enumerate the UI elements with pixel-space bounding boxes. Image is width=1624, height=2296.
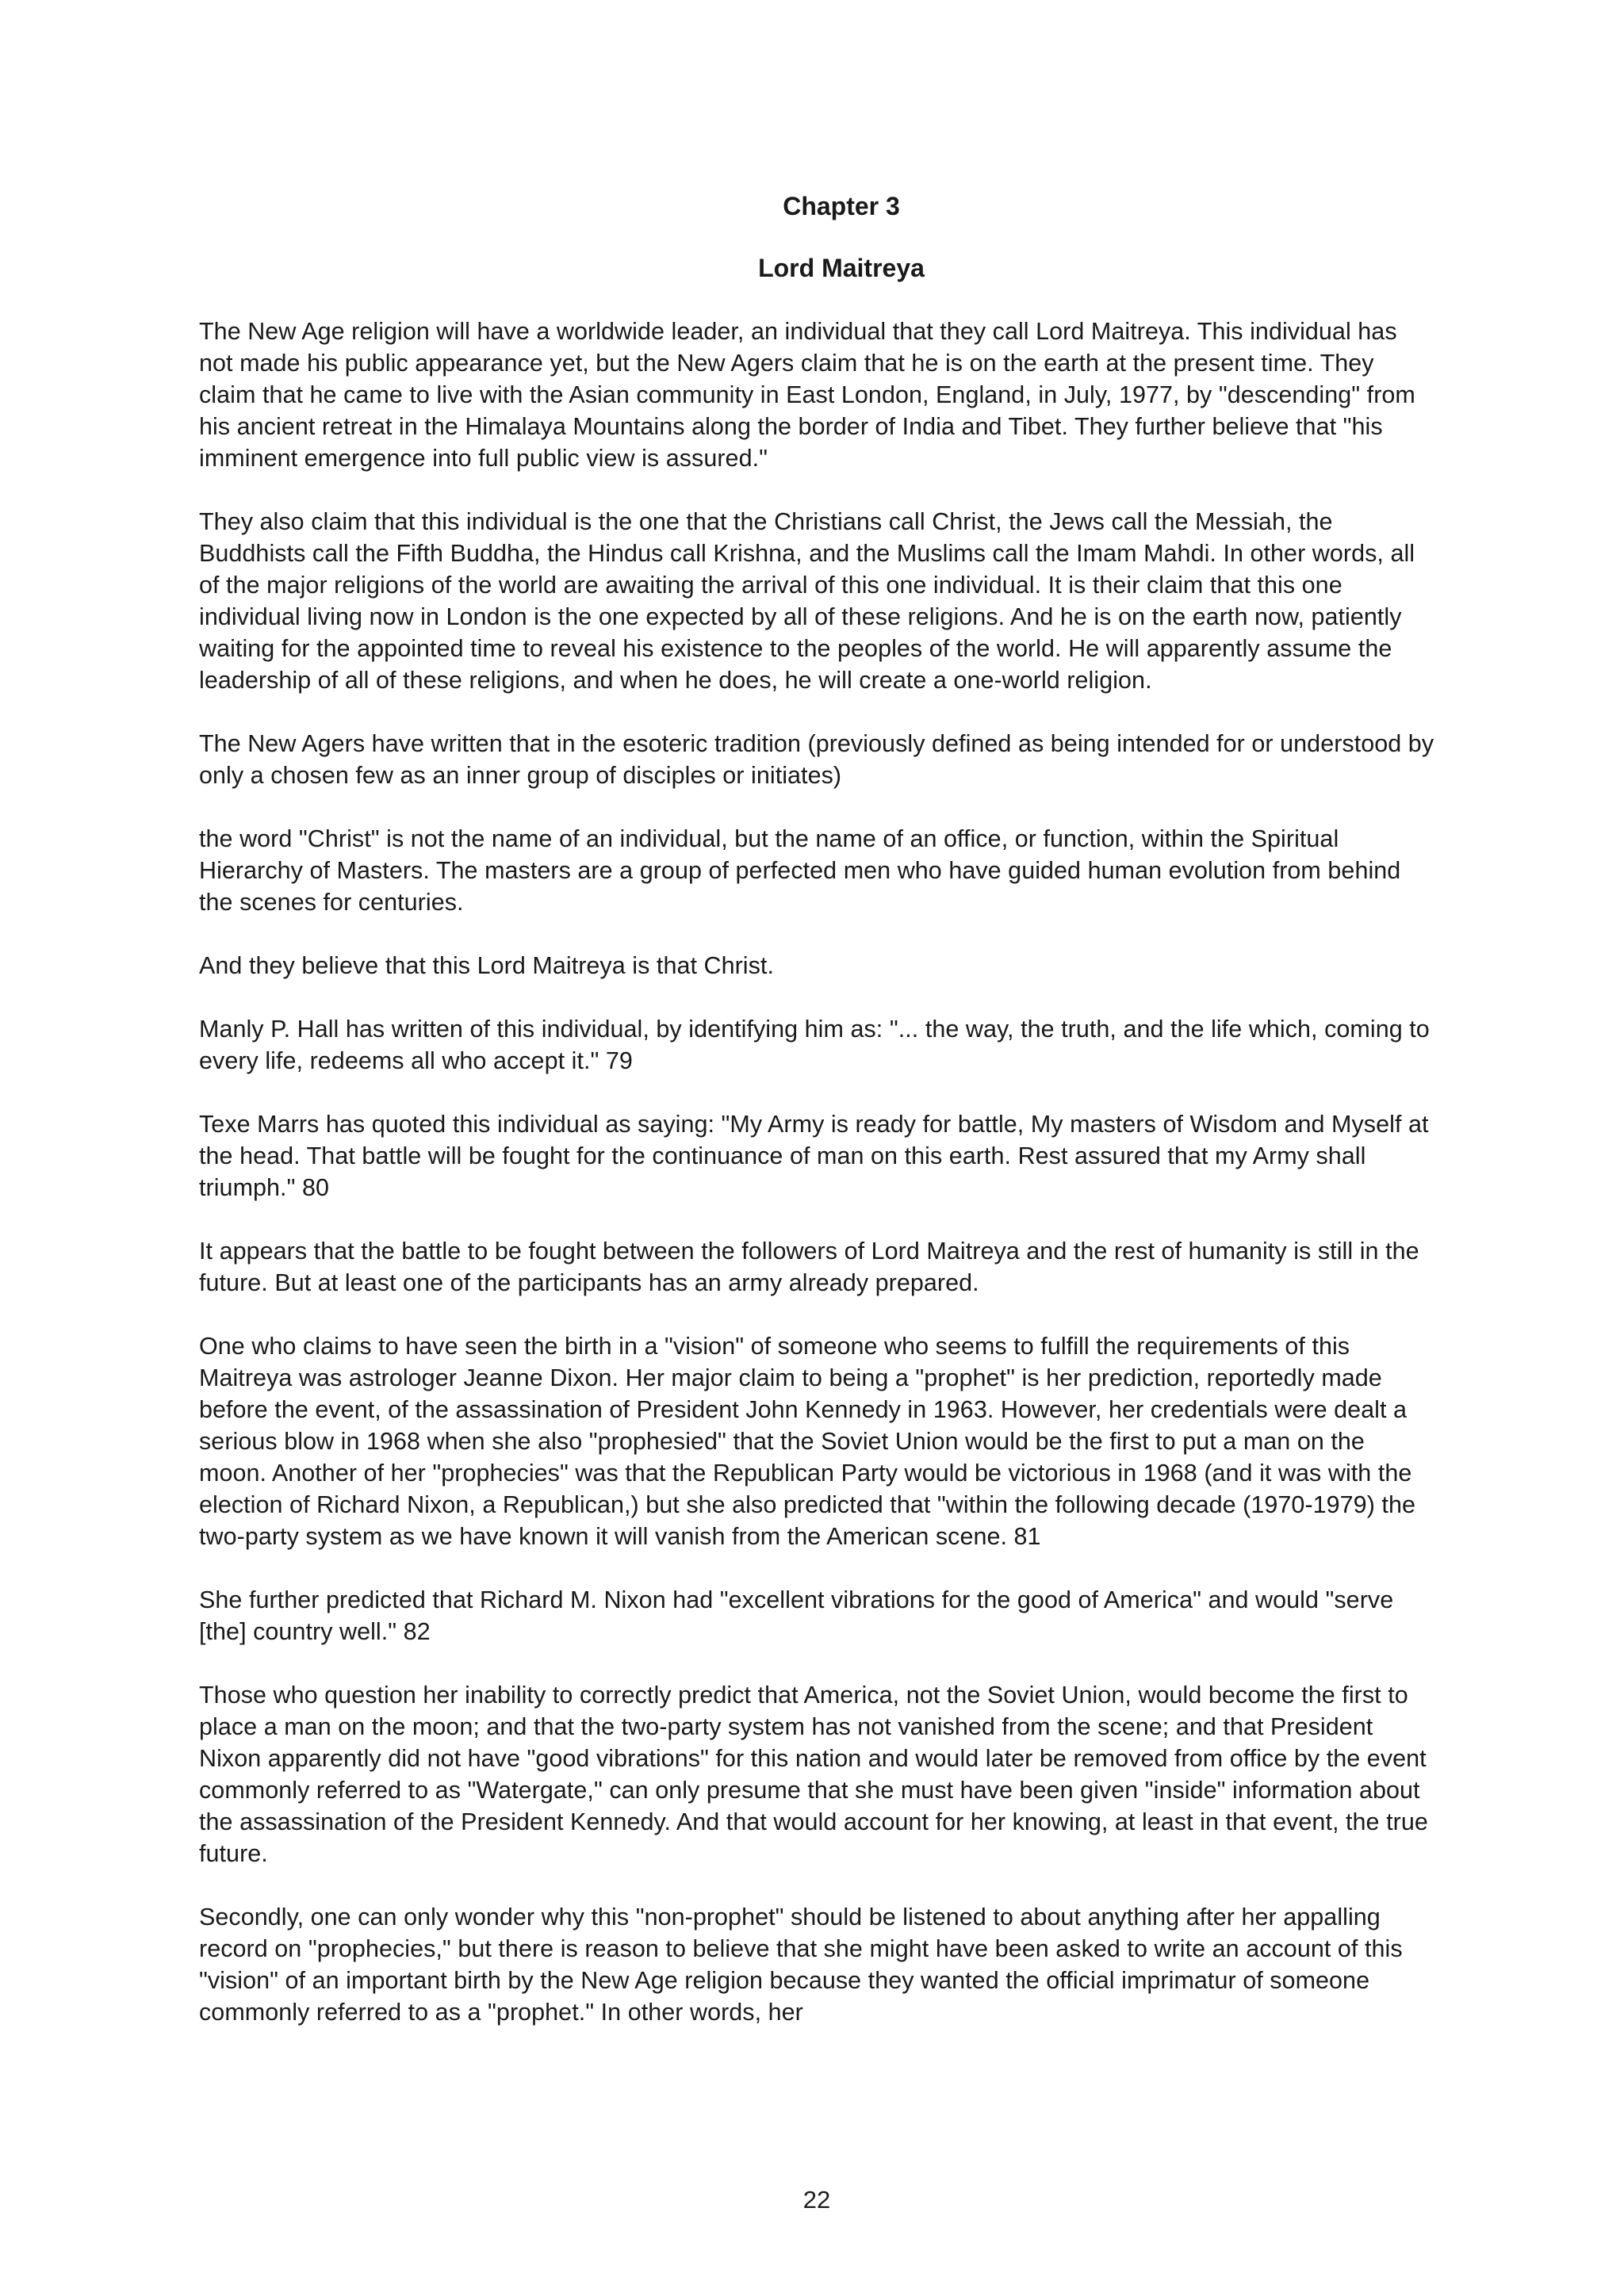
paragraph: Manly P. Hall has written of this individual, by identifying him as: "... the way, the truth, and the life which, coming to every life, redeems all who accept it." 79 — [199, 1016, 1430, 1074]
paragraph: She further predicted that Richard M. Nixon had "excellent vibrations for the good of America" and would "serve [the] country well." 82 — [199, 1586, 1394, 1645]
paragraph: It appears that the battle to be fought between the followers of Lord Maitreya and the rest of humanity is still in the future. But at least one of the participants has an army already prepared. — [199, 1238, 1419, 1296]
paragraph: And they believe that this Lord Maitreya is that Christ. — [199, 952, 774, 979]
paragraph: One who claims to have seen the birth in a "vision" of someone who seems to fulfill the requirements of this Maitreya was astrologer Jeanne Dixon. Her major claim to being a "prophet" is her prediction, reportedly made before the event, of the assassination of President John Kennedy in 1963. However, her credentials were dealt a serious blow in 1968 when she also "prophesied" that the Soviet Union would be the first to put a man on the moon. Another of her "prophecies" was that the Republican Party would be victorious in 1968 (and it was with the election of Richard Nixon, a Republican,) but she also predicted that "within the following decade (1970-1979) the two-party system as we have known it will vanish from the American scene. 81 — [199, 1333, 1415, 1550]
paragraph: Those who question her inability to correctly predict that America, not the Soviet Union, would become the first to place a man on the moon; and that the two-party system has not vanished from the scene; and that President Nixon apparently did not have "good vibrations" for this nation and would later be removed from office by the event commonly referred to as "Watergate," can only presume that she must have been given "inside" information about the assassination of the President Kennedy. And that would account for her knowing, at least in that event, the true future. — [199, 1682, 1428, 1867]
page-number: 22 — [802, 2186, 831, 2214]
paragraph: The New Agers have written that in the esoteric tradition (previously defined as being intended for or understood by only a chosen few as an inner group of disciples or initiates) — [199, 730, 1434, 789]
chapter-title: Lord Maitreya — [758, 254, 925, 282]
paragraph: The New Age religion will have a worldwide leader, an individual that they call Lord Maitreya. This individual has not made his public appearance yet, but the New Agers claim that he is on the earth at the present time. They claim that he came to live with the Asian community in East London, England, in July, 1977, by "descending" from his ancient retreat in the Himalaya Mountains along the border of India and Tibet. They further believe that "his imminent emergence into full public view is assured." — [199, 318, 1415, 472]
paragraph: They also claim that this individual is the one that the Christians call Christ, the Jews call the Messiah, the Buddhists call the Fifth Buddha, the Hindus call Krishna, and the Muslims call the Imam Mahdi. In other words, all of the major religions of the world are awaiting the arrival of this one individual. It is their claim that this one individual living now in London is the one expected by all of these religions. And he is on the earth now, patiently waiting for the appointed time to reveal his existence to the peoples of the world. He will apparently assume the leadership of all of these religions, and when he does, he will create a one-world religion. — [199, 508, 1415, 694]
paragraph: Texe Marrs has quoted this individual as saying: "My Army is ready for battle, My masters of Wisdom and Myself at the head. That battle will be fought for the continuance of man on this earth. Rest assured that my Army shall triumph." 80 — [199, 1111, 1429, 1201]
paragraph: the word "Christ" is not the name of an individual, but the name of an office, or function, within the Spiritual Hierarchy of Masters. The masters are a group of perfected men who have guided human evolution from behind the scenes for centuries. — [199, 825, 1401, 916]
document-page — [199, 190, 1436, 2060]
paragraph: Secondly, one can only wonder why this "non-prophet" should be listened to about anything after her appalling record on "prophecies," but there is reason to believe that she might have been asked to write an account of this "vision" of an important birth by the New Age religion because they wanted the official imprimatur of someone commonly referred to as a "prophet." In other words, her — [199, 1904, 1403, 2026]
chapter-heading: Chapter 3 — [783, 192, 900, 220]
